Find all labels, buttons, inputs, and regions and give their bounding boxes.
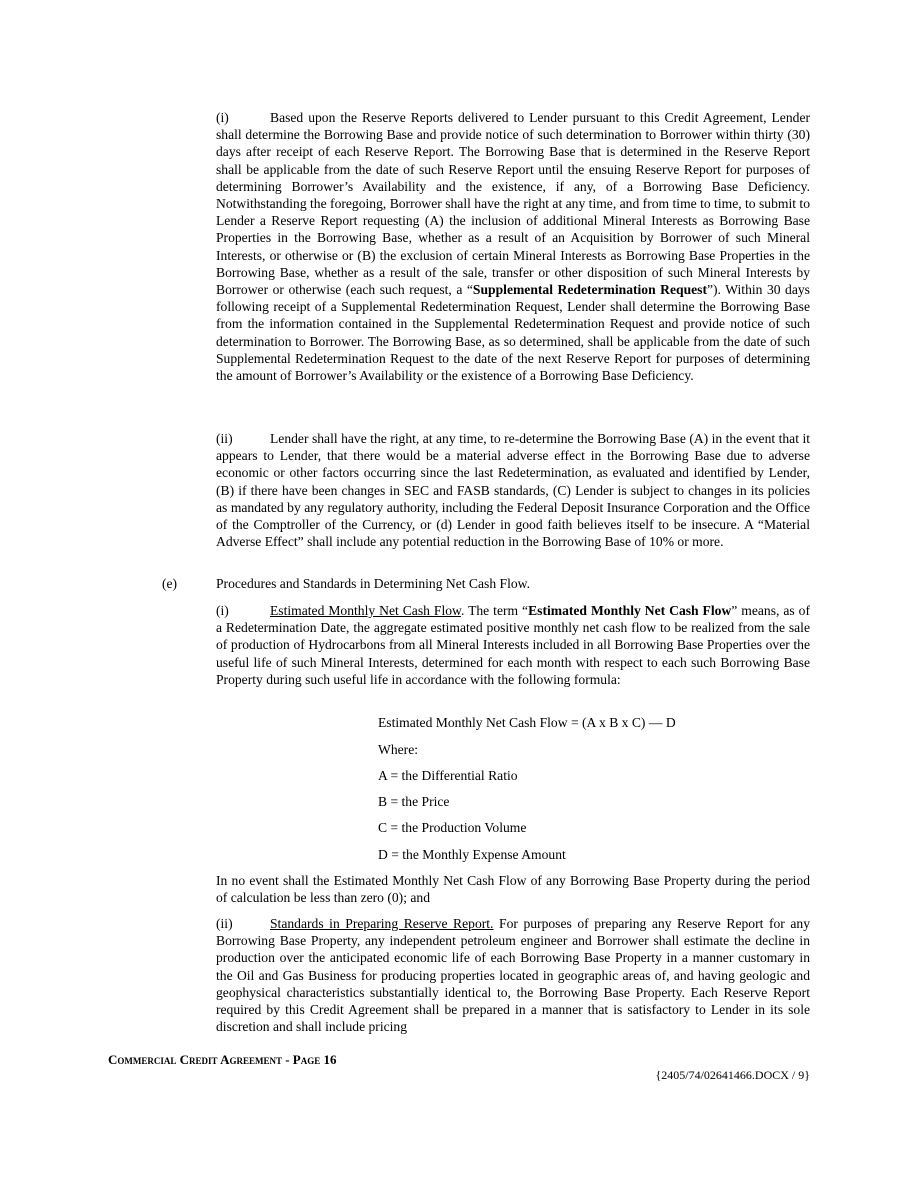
- formula-term-a: A = the Differential Ratio: [378, 768, 518, 783]
- paragraph-e-i: [216, 602, 810, 688]
- section-e-number: (e): [162, 576, 178, 591]
- paragraph-heading: Estimated Monthly Net Cash Flow: [270, 603, 461, 618]
- footer-doc-id: {2405/74/02641466.DOCX / 9}: [655, 1068, 810, 1082]
- paragraph-text: . The term “: [460, 603, 529, 618]
- paragraph-text: In no event shall the Estimated Monthly Net Cash Flow of any Borrowing Base Property during the period of calculation be less than zero (0); and: [216, 873, 810, 906]
- paragraph-i: [216, 109, 810, 384]
- paragraph-heading: Standards in Preparing Reserve Report.: [270, 916, 494, 931]
- formula-equation: Estimated Monthly Net Cash Flow = (A x B x C) — D: [378, 715, 676, 730]
- paragraph-number: (i): [216, 110, 229, 125]
- defined-term: Supplemental Redetermination Request: [472, 282, 707, 298]
- formula-term-d: D = the Monthly Expense Amount: [378, 847, 566, 862]
- paragraph-number: (ii): [216, 431, 233, 446]
- defined-term: Estimated Monthly Net Cash Flow: [528, 603, 732, 618]
- formula-where: Where:: [378, 742, 418, 757]
- section-e-title: Procedures and Standards in Determining Net Cash Flow.: [216, 576, 530, 591]
- paragraph-no-event: [216, 872, 810, 906]
- footer-title: Commercial Credit Agreement - Page 16: [108, 1052, 337, 1067]
- paragraph-text: Based upon the Reserve Reports delivered to Lender pursuant to this Credit Agreement, Lender shall determine the Borrowing Base and provide notice of such determination to Borrower within thirty (30) days after receipt of each Reserve Report. The Borrowing Base that is determined in the Reserve Report shall be applicable from the date of such Reserve Report until the ensuing Reserve Report for purposes of determining Borrower’s Availability and the existence, if any, of a Borrowing Base Deficiency. Notwithstanding the foregoing, Borrower shall have the right at any time, and from time to time, to submit to Lender a Reserve Report requesting (A) the inclusion of additional Mineral Interests as Borrowing Base Properties in the Borrowing Base, whether as a result of an Acquisition by Borrower of such Mineral Interests, or otherwise or (B) the exclusion of certain Mineral Interests as Borrowing Base Properties in the Borrowing Base, whether as a result of the sale, transfer or other disposition of such Mineral Interests by Borrower or otherwise (each such request, a “: [216, 110, 810, 298]
- paragraph-text: For purposes of preparing any Reserve Report for any Borrowing Base Property, any independent petroleum engineer and Borrower shall estimate the decline in production over the anticipated economic life of each Borrowing Base Property in a manner customary in the Oil and Gas Business for producing properties located in geographic areas of, and having geologic and geophysical characteristics substantially identical to, the Borrowing Base Property. Each Reserve Report required by this Credit Agreement shall be prepared in a manner that is satisfactory to Lender in its sole discretion and shall include pricing: [216, 916, 810, 1035]
- paragraph-number: (ii): [216, 916, 233, 931]
- paragraph-number: (i): [216, 603, 229, 618]
- formula-term-b: B = the Price: [378, 794, 450, 809]
- paragraph-e-ii: [216, 915, 810, 1035]
- paragraph-text: Lender shall have the right, at any time, to re-determine the Borrowing Base (A) in the event that it appears to Lender, that there would be a material adverse effect in the Borrowing Base due to adverse economic or other factors occurring since the last Redetermination, as evaluated and identified by Lender, (B) if there have been changes in SEC and FASB standards, (C) Lender is subject to changes in its policies as mandated by any regulatory authority, including the Federal Deposit Insurance Corporation and the Office of the Comptroller of the Currency, or (d) Lender in good faith believes itself to be insecure. A “Material Adverse Effect” shall include any potential reduction in the Borrowing Base of 10% or more.: [216, 431, 810, 550]
- formula-term-c: C = the Production Volume: [378, 820, 527, 835]
- paragraph-ii: [216, 430, 810, 550]
- paragraph-text: ”). Within 30 days following receipt of a Supplemental Redetermination Request, Lender shall determine the Borrowing Base from the information contained in the Supplemental Redetermination Request and provide notice of such determination to Borrower. The Borrowing Base, as so determined, shall be applicable from the date of such Supplemental Redetermination Request to the date of the next Reserve Report for purposes of determining the amount of Borrower’s Availability or the existence of a Borrowing Base Deficiency.: [216, 282, 810, 384]
- paragraph-text: ” means, as of a Redetermination Date, the aggregate estimated positive monthly net cash flow to be realized from the sale of production of Hydrocarbons from all Mineral Interests included in all Borrowing Base Properties over the useful life of such Mineral Interests, determined for each month with respect to each such Borrowing Base Property during such useful life in accordance with the following formula:: [216, 603, 810, 687]
